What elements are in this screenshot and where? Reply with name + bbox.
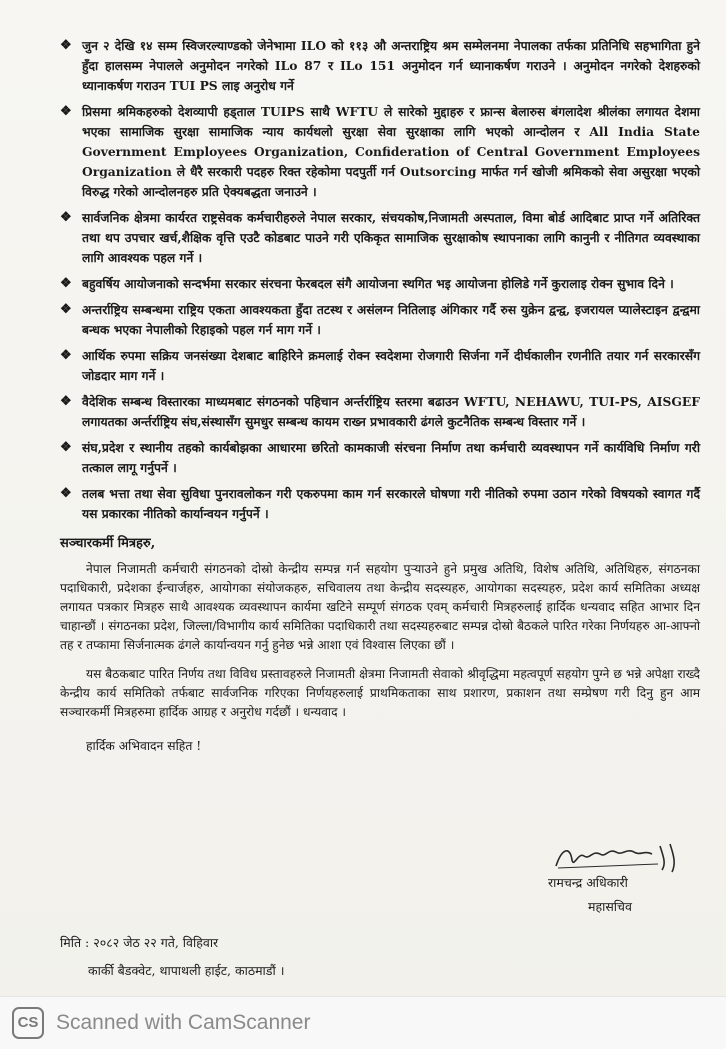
camscanner-footer (0, 996, 726, 1049)
venue-line: कार्की बैडक्वेट, थापाथली हाईट, काठमाडौं । (88, 963, 285, 978)
diamond-bullet-icon: ❖ (60, 348, 72, 363)
diamond-bullet-icon: ❖ (60, 38, 72, 53)
signatory-title: महासचिव (588, 899, 632, 914)
diamond-bullet-icon: ❖ (60, 486, 72, 501)
diamond-bullet-icon: ❖ (60, 276, 72, 291)
diamond-bullet-icon: ❖ (60, 394, 72, 409)
list-item: ❖ बहुवर्षिय आयोजनाको सन्दर्भमा सरकार संरचना फेरबदल संगै आयोजना स्थगित भइ आयोजना होलिडे गर्ने कुरालाइ रोक्न सुभाव दिने । (60, 276, 674, 291)
closing-greeting: हार्दिक अभिवादन सहित ! (86, 739, 202, 753)
date-line: मिति : २०८२ जेठ २२ गते, विहिवार (60, 935, 219, 950)
thanks-paragraph: नेपाल निजामती कर्मचारी संगठनको दोस्रो केन्द्रीय सम्पन्न गर्न सहयोग पुऱ्याउने हुने प्रमुख अतिथि, विशेष अतिथि, अतिथिहरु, संगठनका पदाधिकारी, प्रदेशका ईन्चार्जहरु, आयोगका संयोजकहरु, सचिवालय तथा केन्द्रीय सदस्यहरु, आयोगका सदस्यहरु, प्रदेश कार्य समितिका अध्यक्ष लगायत पत्रकार मित्रहरु साथै आवश्यक व्यवस्थापन कार्यमा खटिने सम्पूर्ण संगठक एवम् कर्मचारी मित्रहरुलाई हार्दिक धन्यवाद सहित आभार दिन चाहान्छौं । संगठनका प्रदेश, जिल्ला/विभागीय कार्य समितिका पदाधिकारी तथा सदस्यहरुबाट सम्पन्न दोस्रो बैठकले पारित गरेका निर्णयहरु आ-आफ्नो तह र तप्कामा सिर्जनात्मक ढंगले कार्यान्वयन गर्नु हुनेछ भन्ने आशा एवं विश्वास लिएका छौं । (60, 562, 700, 652)
signatory-name: रामचन्द्र अधिकारी (548, 875, 628, 890)
list-item: ❖ वैदेशिक सम्बन्ध विस्तारका माध्यमबाट संगठनको पहिचान अर्न्तर्राष्ट्रिय स्तरमा बढाउन WFTU, NEHAWU, TUI-PS, AISGEF लगायतका अर्न्तर्राष्ट्रिय संघ,संस्थासँग सुमधुर सम्बन्ध कायम राख्न प्रभावकारी ढंगले कुटनैतिक सम्बन्ध विस्तार गर्ने । (60, 394, 700, 429)
diamond-bullet-icon: ❖ (60, 104, 72, 119)
diamond-bullet-icon: ❖ (60, 210, 72, 225)
list-item: ❖ अन्तर्राष्ट्रिय सम्बन्धमा राष्ट्रिय एकता आवश्यकता हुँदा तटस्थ र असंलग्न नितिलाइ अंगिकार गर्दै रुस युक्रेन द्वन्द्व, इजरायल प्यालेस्टाइन द्वन्द्वमा बन्धक भएका नेपालीको रिहाइको पहल गर्न माग गर्ने । (60, 302, 700, 337)
request-paragraph: यस बैठकबाट पारित निर्णय तथा विविध प्रस्तावहरुले निजामती क्षेत्रमा निजामती सेवाको श्रीवृद्धिमा महत्वपूर्ण सहयोग पुग्ने छ भन्ने अपेक्षा राख्दै केन्द्रीय कार्य समितिको तर्फबाट सार्वजनिक गरिएका निर्णयहरुलाई प्राथमिकताका साथ प्रशारण, प्रकाशन तथा सम्प्रेषण गरी दिनु हुन आम सञ्चारकर्मी मित्रहरुमा हार्दिक आग्रह र अनुरोध गर्दछौं । धन्यवाद । (60, 667, 700, 719)
list-item: ❖ सार्वजनिक क्षेत्रमा कार्यरत राष्ट्रसेवक कर्मचारीहरुले नेपाल सरकार, संचयकोष,निजामती अस्पताल, विमा बोर्ड आदिबाट प्राप्त गर्ने अतिरिक्त तथा थप उपचार खर्च,शैक्षिक वृत्ति एउटै कोडबाट पाउने गरी एकिकृत सामाजिक सुरक्षाकोष स्थापनाका लागि कानुनी र नीतिगत व्यवस्थाका लागि आवश्यक पहल गर्ने । (60, 210, 700, 265)
handwritten-signature (548, 838, 698, 878)
list-item: ❖ प्रिसमा श्रमिकहरुको देशव्यापी हड्ताल TUIPS साथै WFTU ले सारेको मुद्दाहरु र फ्रान्स बेलारुस बंगलादेश श्रीलंका लगायत देशमा भएका सामाजिक सुरक्षा सामाजिक न्याय कार्यथलो सुरक्षा सेवा सुरक्षाका लागि भएको आन्दोलन र All India State Government Employees Organization, Confideration of Central Government Employees Organization ले धैरै सरकारी पदहरु रिक्त रहेकोमा पदपुर्ती गर्न Outsorcing मार्फत गर्न खोजी श्रमिकको सेवा असुरक्षा भएको विरुद्ध गरेको आन्दोलनहरु प्रति ऐक्यबद्धता जनाउने । (60, 104, 700, 199)
list-item: ❖ संघ,प्रदेश र स्थानीय तहको कार्यबोझका आधारमा छरितो कामकाजी संरचना निर्माण तथा कर्मचारी व्यवस्थापन गर्ने कार्यविधि निर्माण गरी तत्काल लागू गर्नुपर्ने । (60, 440, 700, 475)
camscanner-watermark-text: Scanned with CamScanner (56, 1011, 311, 1034)
document-body (60, 36, 700, 756)
list-item: ❖ आर्थिक रुपमा सक्रिय जनसंख्या देशबाट बाहिरिने क्रमलाई रोक्न स्वदेशमा रोजगारी सिर्जना गर्ने दीर्घकालीन रणनीति तयार गर्न सरकारसँग जोडदार माग गर्ने । (60, 348, 700, 383)
resolution-list (60, 36, 700, 524)
list-item: ❖ तलब भत्ता तथा सेवा सुविधा पुनरावलोकन गरी एकरुपमा काम गर्न सरकारले घोषणा गरी नीतिको रुपमा उठान गरेको विषयको स्वागत गर्दै यस प्रकारका नीतिको कार्यान्वयन गर्नुपर्ने । (60, 486, 700, 521)
salutation: सञ्चारकर्मी मित्रहरु, (60, 536, 156, 551)
list-item: ❖ जुन २ देखि १४ सम्म स्विजरल्याण्डको जेनेभामा ILO को ११३ औ अन्तराष्ट्रिय श्रम सम्मेलनमा नेपालका तर्फका प्रतिनिधि सहभागिता हुने हुँदा हालसम्म नेपालले अनुमोदन नगरेको ILo 87 र ILo 151 अनुमोदन गर्न ध्यानाकर्षण गराउने । अनुमोदन नगरेको देशहरुको ध्यानाकर्षण गराउन TUI PS लाइ अनुरोध गर्ने (60, 38, 700, 93)
diamond-bullet-icon: ❖ (60, 440, 72, 455)
diamond-bullet-icon: ❖ (60, 302, 72, 317)
camscanner-logo-icon: CS (12, 1007, 44, 1039)
